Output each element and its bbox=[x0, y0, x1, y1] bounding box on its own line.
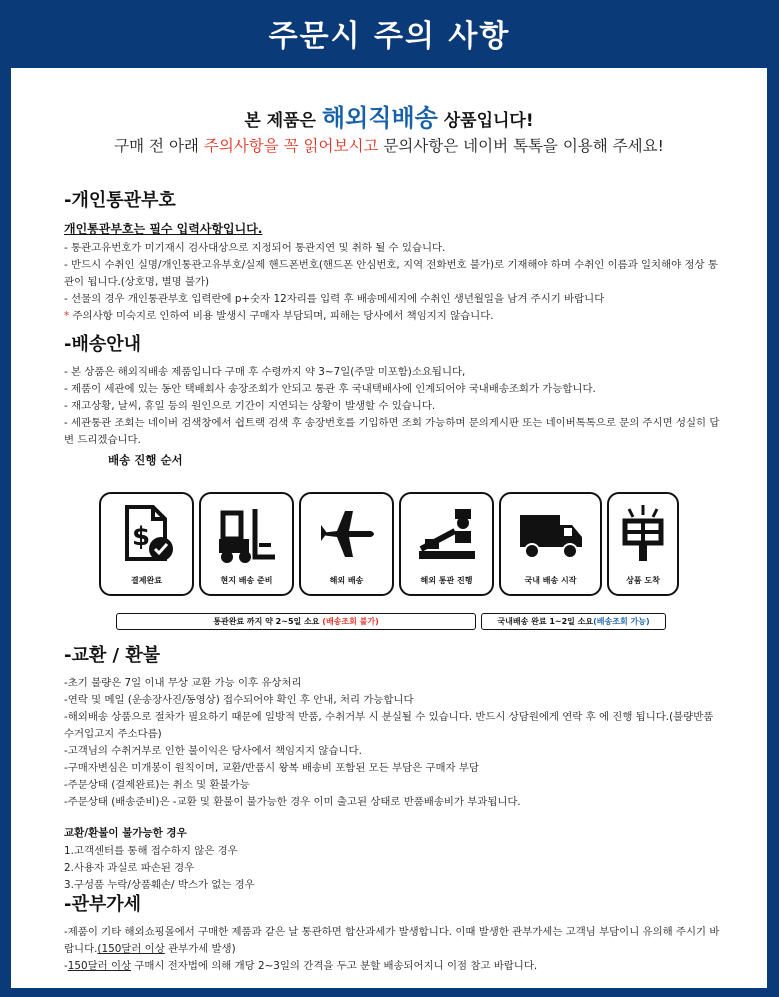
notice-panel bbox=[11, 68, 767, 988]
step-arrival bbox=[607, 492, 679, 596]
domestic-duration-note: (배송조회 가능) bbox=[593, 617, 650, 626]
exchange-line: -연락 및 메일 (운송장사진/동영상) 접수되어야 확인 후 안내, 처리 가능합니다 bbox=[64, 694, 414, 706]
step-label: 국내 배송 시작 bbox=[524, 576, 577, 585]
intro-headline-pre: 본 제품은 bbox=[244, 111, 322, 131]
delivery-truck-icon bbox=[501, 502, 600, 566]
domestic-duration-bar bbox=[481, 613, 666, 630]
customs-title: -개인통관부호 bbox=[64, 190, 176, 211]
tax-line2-pre: - bbox=[64, 960, 68, 972]
intro-headline bbox=[11, 98, 767, 133]
exchange-line: -해외배송 상품으로 절차가 필요하기 때문에 일방적 반품, 수취거부 시 분실될 수 있습니다. 반드시 상담원에게 연락 후 에 진행 됩니다.(불량반품 수거입고지 주소다름) bbox=[64, 711, 714, 740]
airplane-icon bbox=[301, 502, 392, 566]
customs-section bbox=[64, 186, 724, 325]
exchange-subtitle: 교환/환불이 불가능한 경우 bbox=[64, 827, 187, 839]
customs-duration-text: 통관완료 까지 약 2~5일 소요 bbox=[213, 617, 320, 626]
page-title: 주문시 주의 사항 bbox=[268, 19, 511, 54]
tax-title: -관부가세 bbox=[64, 894, 142, 915]
tax-section bbox=[64, 890, 724, 975]
shipping-line: - 제품이 세관에 있는 동안 택배회사 송장조회가 안되고 통관 후 국내택배사에 인계되어야 국내배송조회가 가능합니다. bbox=[64, 383, 596, 395]
step-label: 해외 통관 진행 bbox=[420, 576, 473, 585]
shipping-title: -배송안내 bbox=[64, 334, 142, 355]
tax-line2-underline: 150달러 이상 bbox=[67, 960, 132, 972]
step-domestic-shipping bbox=[499, 492, 602, 596]
exchange-section bbox=[64, 641, 724, 894]
exchange-title: -교환 / 환불 bbox=[64, 645, 161, 666]
step-label: 결제완료 bbox=[131, 576, 162, 585]
tax-line1-end: 관부가세 발생) bbox=[164, 943, 236, 955]
customs-duration-note: (배송조회 불가) bbox=[322, 617, 379, 626]
tax-line1-underline: (150달러 이상 bbox=[97, 943, 165, 955]
tax-line bbox=[64, 924, 724, 958]
customs-line: - 통관고유번호가 미기재시 검사대상으로 지정되어 통관지연 및 취하 될 수 있습니다. bbox=[64, 242, 446, 254]
payment-document-icon bbox=[101, 502, 192, 566]
intro-subline-post: 문의사항은 네이버 톡톡을 이용해 주세요! bbox=[378, 137, 664, 155]
step-overseas-shipping bbox=[299, 492, 394, 596]
shipping-section bbox=[64, 330, 724, 449]
process-title: 배송 진행 순서 bbox=[108, 453, 183, 467]
process-steps bbox=[99, 492, 679, 607]
exchange-line: -구매자변심은 미개봉이 원칙이며, 교환/반품시 왕복 배송비 포함된 모든 부담은 구매자 부담 bbox=[64, 762, 479, 774]
step-label: 상품 도착 bbox=[626, 576, 660, 585]
exchange-sub-line: 2.사용자 과실로 파손된 경우 bbox=[64, 862, 195, 874]
customs-line: - 선물의 경우 개인통관부호 입력란에 p+숫자 12자리를 입력 후 배송메세지에 수취인 생년월일을 남겨 주시기 바랍니다 bbox=[64, 293, 605, 305]
exchange-line: -초기 불량은 7일 이내 무상 교환 가능 이후 유상처리 bbox=[64, 677, 302, 689]
step-label: 해외 배송 bbox=[329, 576, 364, 585]
customs-duration-bar bbox=[116, 613, 476, 630]
tax-line bbox=[64, 958, 724, 975]
step-payment bbox=[99, 492, 194, 596]
domestic-duration-text: 국내배송 완료 1~2일 소요 bbox=[497, 617, 594, 626]
page-header bbox=[0, 0, 779, 66]
intro-subline-red: 주의사항을 꼭 읽어보시고 bbox=[203, 137, 379, 155]
shipping-line: - 세관통관 조회는 네이버 검색창에서 쉽트랙 검색 후 송장번호를 기입하면 조회 가능하며 문의게시판 또는 네이버톡톡으로 문의 주시면 성실히 답변 드리겠습니다. bbox=[64, 417, 720, 446]
customs-lead: 개인통관부호는 필수 입력사항입니다. bbox=[64, 222, 263, 236]
step-customs bbox=[399, 492, 494, 596]
warning-star: * bbox=[64, 310, 70, 322]
customs-note-text: 주의사항 미숙지로 인하여 비용 발생시 구매자 부담되며, 피해는 당사에서 책임지지 않습니다. bbox=[69, 310, 494, 322]
mailbox-icon bbox=[609, 502, 677, 566]
intro-subline-pre: 구매 전 아래 bbox=[114, 137, 204, 155]
customs-line: - 반드시 수취인 실명/개인통관고유부호/실제 핸드폰번호(핸드폰 안심번호, 지역 전화번호 불가)로 기재해야 하며 수취인 이름과 일치해야 정상 통관이 됩니다.(상호명, 별명 불가) bbox=[64, 259, 718, 288]
exchange-sub-line: 3.구성품 누락/상품훼손/ 박스가 없는 경우 bbox=[64, 879, 255, 891]
exchange-line: -주문상태 (배송준비)은 -교환 및 환불이 불가능한 경우 이미 출고된 상태로 반품배송비가 부과됩니다. bbox=[64, 796, 521, 808]
tax-line2-post: 구매시 전자법에 의해 개당 2~3일의 간격을 두고 분할 배송되어지니 이점 참고 바랍니다. bbox=[131, 960, 538, 972]
exchange-sub-line: 1.고객센터를 통해 접수하지 않은 경우 bbox=[64, 845, 238, 857]
intro-headline-accent: 해외직배송 bbox=[321, 104, 438, 132]
customs-conveyor-icon bbox=[401, 502, 492, 566]
svg-text:$: $ bbox=[131, 522, 150, 552]
intro-subline bbox=[11, 134, 767, 156]
exchange-line: -고객님의 수취거부로 인한 불이익은 당사에서 책임지지 않습니다. bbox=[64, 745, 362, 757]
shipping-line: - 재고상황, 날씨, 휴일 등의 원인으로 기간이 지연되는 상황이 발생할 수 있습니다. bbox=[64, 400, 436, 412]
shipping-line: - 본 상품은 해외직배송 제품입니다 구매 후 수령까지 약 3~7일(주말 미포함)소요됩니다, bbox=[64, 366, 466, 378]
step-label: 현지 배송 준비 bbox=[220, 576, 273, 585]
forklift-icon bbox=[201, 502, 292, 566]
step-local-prep bbox=[199, 492, 294, 596]
exchange-line: -주문상태 (결제완료)는 취소 및 환불가능 bbox=[64, 779, 250, 791]
intro-headline-post: 상품입니다! bbox=[437, 111, 534, 131]
customs-note bbox=[64, 308, 724, 325]
tax-line1-text: -제품이 기타 해외쇼핑몰에서 구매한 제품과 같은 날 통관하면 합산과세가 발생합니다. 이때 발생한 관부가세는 고객님 부담이니 유의해 주시기 바랍니다. bbox=[64, 926, 720, 955]
